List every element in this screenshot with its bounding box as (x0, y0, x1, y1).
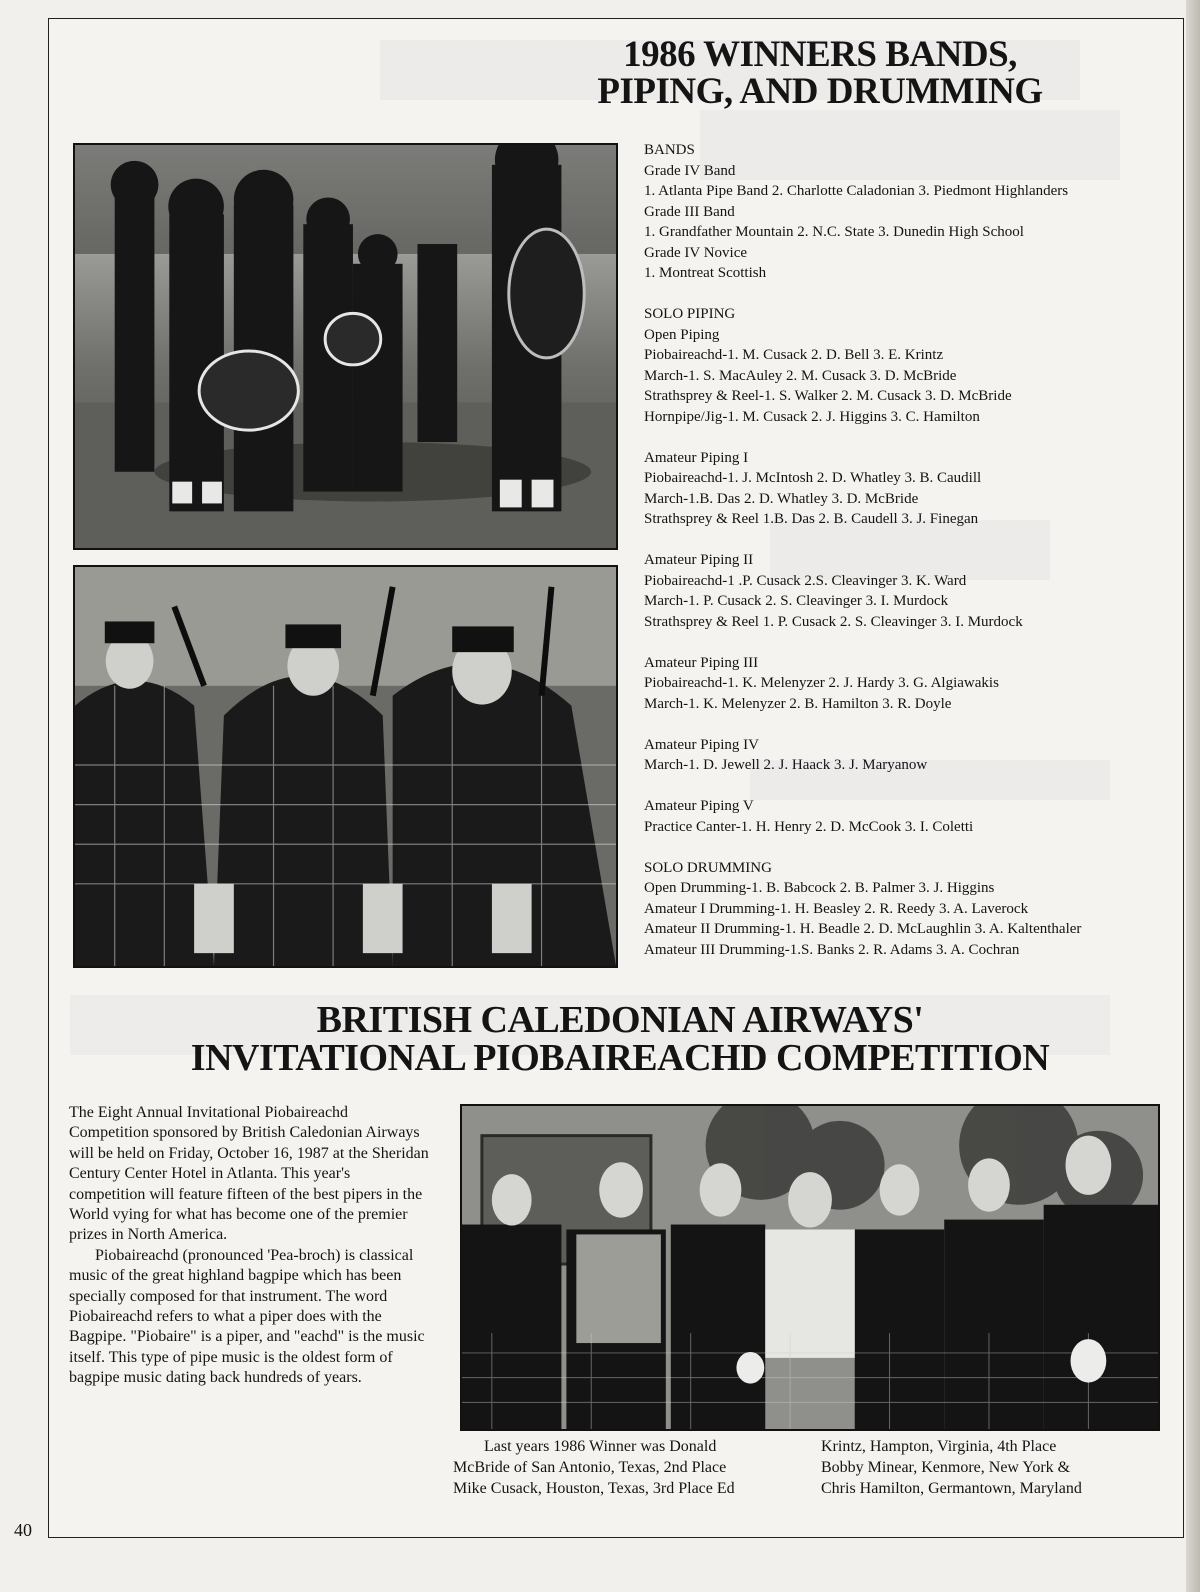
results-group (644, 448, 1184, 530)
results-group (644, 550, 1184, 632)
results-line: Practice Canter-1. H. Henry 2. D. McCook 3. I. Coletti (644, 818, 974, 835)
results-line: Piobaireachd-1. M. Cusack 2. D. Bell 3. E. Krintz (644, 347, 944, 363)
caption-col1-line3: Mike Cusack, Houston, Texas, 3rd Place Ed (453, 1480, 735, 1497)
results-line: Grade IV Band (644, 162, 736, 179)
photo-pipe-band-drummers-image (75, 145, 616, 548)
photo-caption-col2 (821, 1436, 1171, 1499)
headline-winners-line1: 1986 WINNERS BANDS, (623, 34, 1017, 75)
results-group (644, 796, 1184, 837)
results-line: Strathsprey & Reel 1. P. Cusack 2. S. Cleavinger 3. I. Murdock (644, 613, 1023, 630)
results-group (644, 858, 1184, 961)
results-line: Piobaireachd-1. K. Melenyzer 2. J. Hardy 3. G. Algiawakis (644, 675, 999, 691)
results-line: Amateur II Drumming-1. H. Beadle 2. D. McLaughlin 3. A. Kaltenthaler (644, 921, 1082, 937)
results-line: Piobaireachd-1 .P. Cusack 2.S. Cleavinger 3. K. Ward (644, 572, 967, 589)
results-group-heading: BANDS (644, 142, 695, 158)
photo-competitors-group-image (462, 1106, 1158, 1429)
results-group (644, 304, 1184, 427)
results-line: 1. Atlanta Pipe Band 2. Charlotte Caladonian 3. Piedmont Highlanders (644, 183, 1069, 199)
headline-winners-line2: PIPING, AND DRUMMING (597, 71, 1043, 112)
results-line: March-1. K. Melenyzer 2. B. Hamilton 3. R. Doyle (644, 695, 952, 712)
results-line: Amateur III Drumming-1.S. Banks 2. R. Adams 3. A. Cochran (644, 941, 1020, 958)
headline-invitational-line2: INVITATIONAL PIOBAIREACHD COMPETITION (190, 1037, 1050, 1079)
caption-col2-line3: Chris Hamilton, Germantown, Maryland (821, 1480, 1082, 1497)
caption-col2-line1: Krintz, Hampton, Virginia, 4th Place (821, 1438, 1057, 1455)
caption-col1-line2: McBride of San Antonio, Texas, 2nd Place (453, 1459, 727, 1476)
results-line: March-1. S. MacAuley 2. M. Cusack 3. D. McBride (644, 367, 957, 384)
results-line: Open Drumming-1. B. Babcock 2. B. Palmer 3. J. Higgins (644, 880, 995, 896)
results-line: March-1.B. Das 2. D. Whatley 3. D. McBride (644, 490, 919, 507)
page-gutter (1186, 0, 1200, 1592)
results-group-heading: SOLO PIPING (644, 306, 736, 322)
results-line: March-1. P. Cusack 2. S. Cleavinger 3. I. Murdock (644, 593, 949, 609)
article-paragraph-1: The Eight Annual Invitational Piobaireachd Competition sponsored by British Caledonian Airways will be held on Friday, October 16, 1987 at the Sheridan Century Center Hotel in Atlanta. This year's competition will feature fifteen of the best pipers in the World vying for what has become one of the premier prizes in North America. (69, 1104, 429, 1244)
caption-col1-line1: Last years 1986 Winner was Donald (484, 1438, 717, 1455)
results-group (644, 735, 1184, 776)
article-body (69, 1103, 429, 1389)
results-line: Grade III Band (644, 203, 735, 220)
results-line: Piobaireachd-1. J. McIntosh 2. D. Whatley 3. B. Caudill (644, 470, 982, 486)
results-group-heading: Amateur Piping V (644, 798, 754, 814)
page-number: 40 (14, 1520, 32, 1540)
results-line: Amateur I Drumming-1. H. Beasley 2. R. Reedy 3. A. Laverock (644, 900, 1029, 917)
photo-caption-col1 (453, 1436, 803, 1499)
results-group (644, 653, 1184, 715)
article-paragraph-2: Piobaireachd (pronounced 'Pea-broch) is classical music of the great highland bagpipe which has been specially composed for that instrument. The word Piobaireachd refers to what a piper does with the Bagpipe. "Piobaire" is a piper, and "eachd" is the music itself. This type of pipe music is the oldest form of bagpipe music dating back hundreds of years. (69, 1246, 425, 1387)
results-line: Grade IV Novice (644, 244, 748, 261)
photo-competitors-group (460, 1104, 1160, 1431)
photo-pipers-playing (73, 565, 618, 968)
results-line: 1. Montreat Scottish (644, 265, 767, 281)
headline-invitational (130, 1001, 1110, 1077)
headline-invitational-line1: BRITISH CALEDONIAN AIRWAYS' (316, 999, 924, 1041)
results-line: Hornpipe/Jig-1. M. Cusack 2. J. Higgins 3. C. Hamilton (644, 408, 980, 425)
photo-pipers-playing-image (75, 567, 616, 966)
results-line: 1. Grandfather Mountain 2. N.C. State 3. Dunedin High School (644, 224, 1024, 240)
results-line: Strathsprey & Reel 1.B. Das 2. B. Caudell 3. J. Finegan (644, 511, 979, 527)
results-line: March-1. D. Jewell 2. J. Haack 3. J. Maryanow (644, 757, 928, 773)
results-list (644, 140, 1184, 981)
results-group-heading: Amateur Piping I (644, 449, 749, 466)
headline-winners (520, 36, 1120, 110)
results-group (644, 140, 1184, 284)
results-group-heading: SOLO DRUMMING (644, 859, 772, 876)
results-line: Strathsprey & Reel-1. S. Walker 2. M. Cusack 3. D. McBride (644, 388, 1012, 404)
results-group-heading: Amateur Piping II (644, 552, 754, 568)
photo-pipe-band-drummers (73, 143, 618, 550)
results-line: Open Piping (644, 326, 720, 343)
caption-col2-line2: Bobby Minear, Kenmore, New York & (821, 1459, 1071, 1476)
results-group-heading: Amateur Piping III (644, 654, 759, 671)
results-group-heading: Amateur Piping IV (644, 736, 759, 753)
